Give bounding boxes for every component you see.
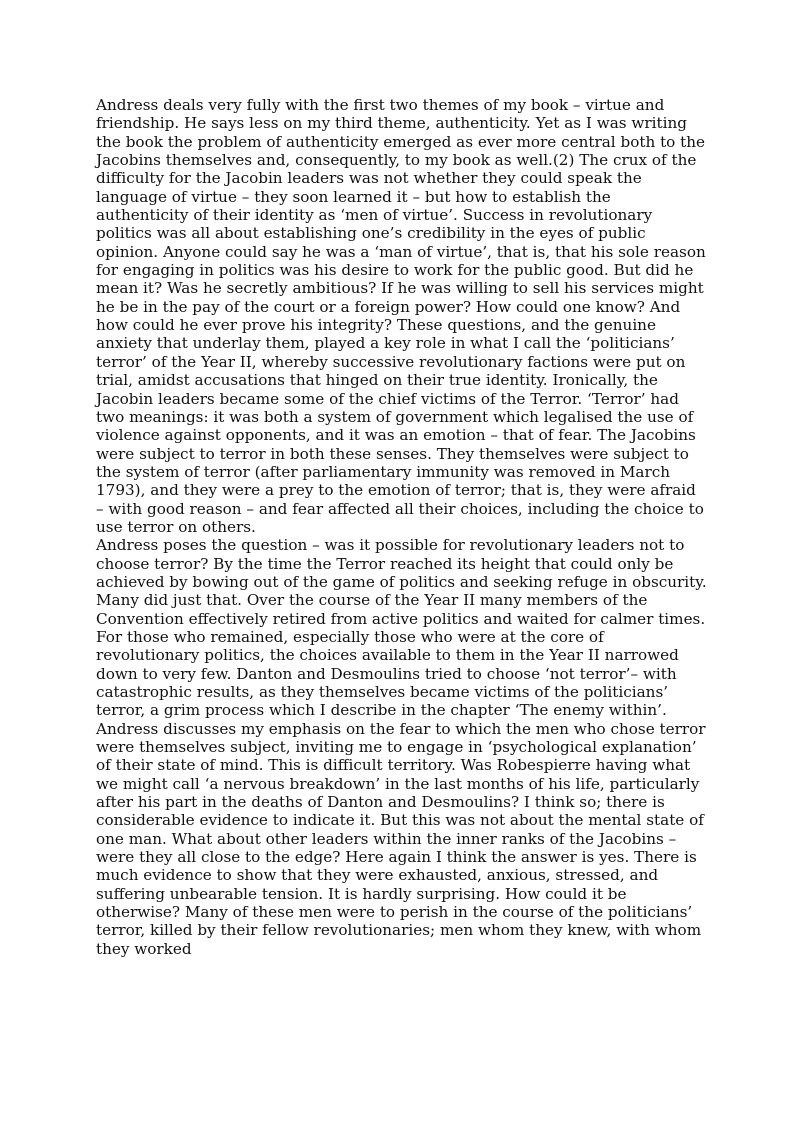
paragraph-authenticity: Andress deals very fully with the first two themes of my book – virtue and friendship. He says less on my third theme, authenticity. Yet as I was writing the book the problem of authenticity emerged as ever more central both to the Jacobins themselves and, consequently, to my book as well.(2) The crux of the difficulty for the Jacobin leaders was not whether they could speak the language of virtue – they soon learned it – but how to establish the authenticity of their identity as ‘men of virtue’. Success in revolutionary politics was all about establishing one’s credibility in the eyes of public opinion. Anyone could say he was a ‘man of virtue’, that is, that his sole reason for engaging in politics was his desire to work for the public good. But did he mean it? Was he secretly ambitious? If he was willing to sell his services might he be in the pay of the court or a foreign power? How could one know? And how could he ever prove his integrity? These questions, and the genuine anxiety that underlay them, played a key role in what I call the ‘politicians’ terror’ of the Year II, whereby successive revolutionary factions were put on trial, amidst accusations that hinged on their true identity. Ironically, the Jacobin leaders became some of the chief victims of the Terror. ‘Terror’ had two meanings: it was both a system of government which legalised the use of violence against opponents, and it was an emotion – that of fear. The Jacobins were subject to terror in both these senses. They themselves were subject to the system of terror (after parliamentary immunity was removed in March 1793), and they were a prey to the emotion of terror; that is, they were afraid – with good reason – and fear affected all their choices, including the choice to use terror on others.: [96, 96, 706, 536]
paragraph-fear-psychology: Andress discusses my emphasis on the fear to which the men who chose terror were themselves subject, inviting me to engage in ‘psychological explanation’ of their state of mind. This is difficult territory. Was Robespierre having what we might call ‘a nervous breakdown’ in the last months of his life, particularly after his part in the deaths of Danton and Desmoulins? I think so; there is considerable evidence to indicate it. But this was not about the mental state of one man. What about other leaders within the inner ranks of the Jacobins – were they all close to the edge? Here again I think the answer is yes. There is much evidence to show that they were exhausted, anxious, stressed, and suffering unbearable tension. It is hardly surprising. How could it be otherwise? Many of these men were to perish in the course of the politicians’ terror, killed by their fellow revolutionaries; men whom they knew, with whom they worked: [96, 719, 706, 958]
document-page: [96, 96, 708, 958]
paragraph-choosing-terror: Andress poses the question – was it possible for revolutionary leaders not to choose terror? By the time the Terror reached its height that could only be achieved by bowing out of the game of politics and seeking refuge in obscurity. Many did just that. Over the course of the Year II many members of the Convention effectively retired from active politics and waited for calmer times. For those who remained, especially those who were at the core of revolutionary politics, the choices available to them in the Year II narrowed down to very few. Danton and Desmoulins tried to choose ‘not terror’– with catastrophic results, as they themselves became victims of the politicians’ terror, a grim process which I describe in the chapter ‘The enemy within’.: [96, 536, 707, 720]
